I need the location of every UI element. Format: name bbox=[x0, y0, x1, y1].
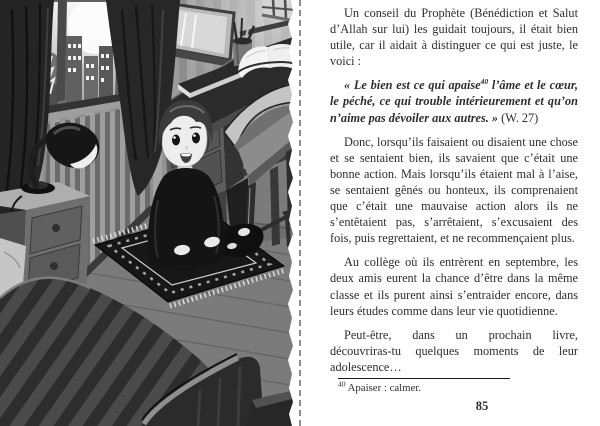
paragraph-college: Au collège où ils entrèrent en septembre, les deux amis eurent la chance d’être dans la même classe et ils purent ainsi s’entraider encore, dans leurs études comme dans leur vie quotidienne. bbox=[330, 255, 578, 318]
torn-edge-divider bbox=[299, 0, 301, 426]
quote-text: « Le bien est ce qui apaise bbox=[344, 78, 481, 93]
page-number: 85 bbox=[475, 399, 489, 413]
paragraph-teaser: Peut-être, dans un prochain livre, découvriras-tu quelques moments de leur adolescence… bbox=[330, 327, 578, 374]
footnote-text: Apaiser : calmer. bbox=[347, 382, 422, 394]
footnote-number: 40 bbox=[338, 379, 346, 389]
hadith-quote bbox=[330, 77, 578, 125]
bedroom-illustration bbox=[0, 0, 296, 426]
footnote-reference: 40 bbox=[480, 77, 489, 87]
footnote-rule bbox=[338, 378, 510, 379]
paragraph-advice: Un conseil du Prophète (Bénédiction et Salut d’Allah sur lui) les guidait toujours, il était bien utile, car il aidait à distinguer ce qui est juste, le voici : bbox=[330, 6, 578, 69]
footnote-area bbox=[330, 378, 578, 414]
quote-text-continued: l’âme et le cœur, le péché, ce qui trouble intérieurement et qu’on n’aime pas dévoiler aux autres. » bbox=[330, 78, 578, 125]
quote-source: (W. 27) bbox=[501, 110, 539, 125]
footnote bbox=[338, 379, 578, 394]
text-column bbox=[330, 5, 578, 383]
paragraph-explanation: Donc, lorsqu’ils faisaient ou disaient une chose et se sentaient bien, ils savaient que c’était une bonne action. Mais lorsqu’ils étaient mal à l’aise, se sentaient gênés ou honteux, ils comprenaient que c’était une mauvaise action alors ils ne s’entêtaient pas, s’arrêtaient, s’excusaient des fois, puis regrettaient, et ne recommençaient plus. bbox=[330, 134, 578, 246]
